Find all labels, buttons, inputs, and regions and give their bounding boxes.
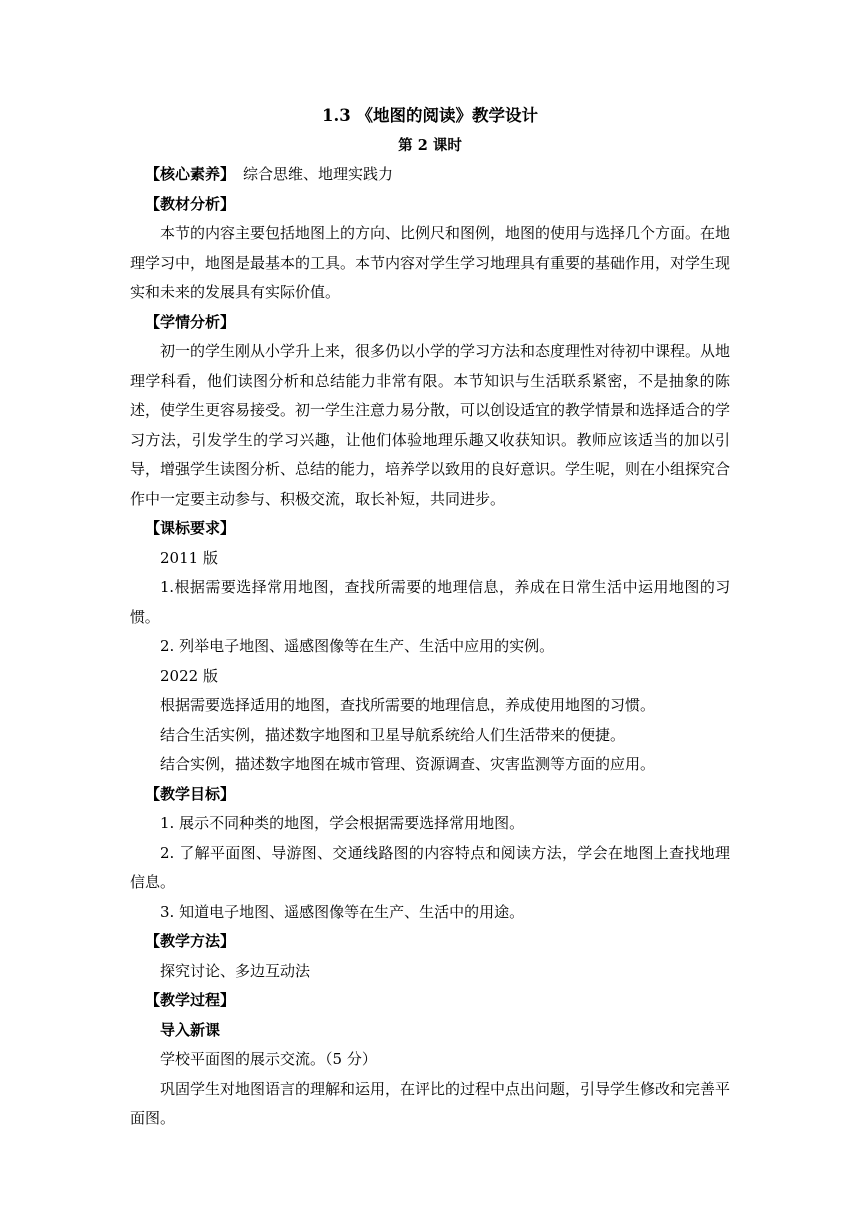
teaching-goal-3: 3. 知道电子地图、遥感图像等在生产、生活中的用途。 <box>160 902 525 921</box>
document-body <box>130 102 730 1134</box>
standards-2022-item-2: 结合生活实例，描述数字地图和卫星导航系统给人们生活带来的便捷。 <box>160 725 626 744</box>
process-step-1-detail: 巩固学生对地图语言的理解和运用，在评比的过程中点出问题，引导学生修改和完善平面图。 <box>130 1079 731 1127</box>
section-heading-teaching-goals: 【教学目标】 <box>145 784 236 803</box>
section-heading-teaching-process: 【教学过程】 <box>145 991 236 1009</box>
subheading-new-lesson-intro: 导入新课 <box>160 1020 221 1039</box>
teaching-methods-text: 探究讨论、多边互动法 <box>160 961 311 980</box>
standards-2011-item-2: 2. 列举电子地图、遥感图像等在生产、生活中应用的实例。 <box>160 637 555 655</box>
process-step-1: 学校平面图的展示交流。（5 分） <box>160 1050 377 1068</box>
section-heading-teaching-methods: 【教学方法】 <box>145 932 236 950</box>
core-literacy-line <box>130 160 730 190</box>
standards-2022-item-3: 结合实例，描述数字地图在城市管理、资源调查、灾害监测等方面的应用。 <box>160 755 656 773</box>
core-literacy-heading: 【核心素养】 <box>145 165 236 183</box>
standards-2011-label: 2011 版 <box>160 548 218 567</box>
standards-2011-item-1: 1.根据需要选择常用地图，查找所需要的地理信息，养成在日常生活中运用地图的习惯。 <box>130 578 730 626</box>
student-analysis-paragraph: 初一的学生刚从小学升上来，很多仍以小学的学习方法和态度理性对待初中课程。从地理学科看，他们读图分析和总结能力非常有限。本节知识与生活联系紧密，不是抽象的陈述，使学生更容易接受。初一学生注意力易分散，可以创设适宜的教学情景和选择适合的学习方法，引发学生的学习兴趣，让他们体验地理乐趣又收获知识。教师应该适当的加以引导，增强学生读图分析、总结的能力，培养学以致用的良好意识。学生呢，则在小组探究合作中一定要主动参与、积极交流，取长补短，共同进步。 <box>130 342 731 508</box>
lesson-subtitle: 第 2 课时 <box>398 137 462 154</box>
teaching-goal-2: 2. 了解平面图、导游图、交通线路图的内容特点和阅读方法，学会在地图上查找地理信息。 <box>130 843 730 891</box>
section-heading-curriculum-standards: 【课标要求】 <box>145 519 236 537</box>
standards-2022-label: 2022 版 <box>160 666 218 685</box>
section-heading-textbook-analysis: 【教材分析】 <box>145 194 236 213</box>
textbook-analysis-paragraph: 本节的内容主要包括地图上的方向、比例尺和图例，地图的使用与选择几个方面。在地理学习中，地图是最基本的工具。本节内容对学生学习地理具有重要的基础作用，对学生现实和未来的发展具有实际价值。 <box>130 224 731 301</box>
standards-2022-item-1: 根据需要选择适用的地图，查找所需要的地理信息，养成使用地图的习惯。 <box>160 696 656 714</box>
teaching-goal-1: 1. 展示不同种类的地图，学会根据需要选择常用地图。 <box>160 814 525 832</box>
section-heading-student-analysis: 【学情分析】 <box>145 312 236 331</box>
document-title: 1.3 《地图的阅读》教学设计 <box>322 106 538 125</box>
core-literacy-text: 综合思维、地理实践力 <box>243 165 394 183</box>
